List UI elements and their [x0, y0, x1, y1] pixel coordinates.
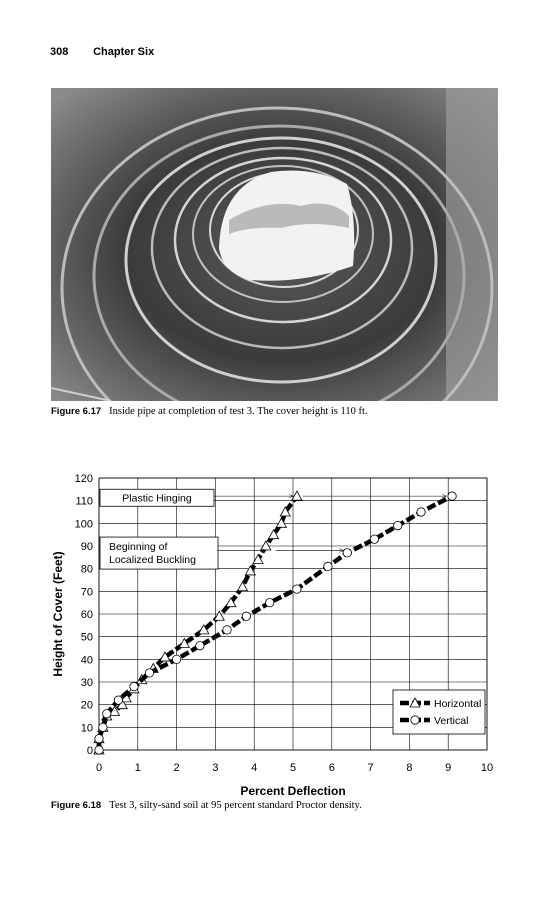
- vertical-point: [145, 669, 153, 677]
- x-tick-label: 10: [480, 762, 494, 774]
- x-tick-label: 8: [406, 762, 413, 774]
- vertical-point: [242, 612, 250, 620]
- vertical-point: [324, 562, 332, 570]
- annotation-buckling-line: Localized Buckling: [109, 554, 196, 567]
- page-number: 308: [50, 46, 69, 58]
- y-tick-label: 70: [80, 586, 93, 599]
- vertical-point: [103, 710, 111, 718]
- annotation-plastic-hinging: Plastic Hinging: [122, 492, 192, 505]
- figure-6-17-caption: [51, 406, 368, 417]
- x-tick-label: 5: [289, 762, 297, 774]
- vertical-point: [114, 696, 122, 704]
- annotation-buckling-line: Beginning of: [109, 541, 168, 554]
- vertical-point: [448, 492, 456, 500]
- y-tick-label: 120: [74, 473, 93, 485]
- x-tick-label: 0: [95, 762, 103, 774]
- running-header: [50, 46, 154, 58]
- deflection-chart: [40, 466, 500, 801]
- y-tick-label: 40: [80, 654, 93, 667]
- x-tick-label: 7: [367, 762, 374, 774]
- y-tick-label: 110: [75, 495, 93, 508]
- vertical-point: [417, 508, 425, 516]
- vertical-point: [95, 746, 103, 754]
- vertical-point: [196, 642, 204, 650]
- chapter-title: Chapter Six: [93, 46, 155, 58]
- horizontal-series-line: [99, 496, 297, 750]
- figure-6-18-label: Figure 6.18: [51, 800, 102, 811]
- figure-6-18-caption: [51, 800, 362, 811]
- x-tick-label: 2: [173, 762, 180, 774]
- horizontal-point: [214, 611, 224, 620]
- legend-box: [393, 690, 485, 734]
- x-tick-label: 4: [251, 762, 258, 774]
- y-tick-label: 50: [80, 631, 93, 644]
- x-tick-label: 6: [328, 762, 335, 774]
- x-tick-label: 9: [445, 762, 452, 774]
- vertical-point: [266, 598, 274, 606]
- vertical-point: [99, 723, 107, 731]
- x-tick-label: 3: [212, 762, 219, 774]
- y-tick-label: 0: [86, 745, 93, 757]
- y-tick-label: 80: [80, 563, 93, 576]
- vertical-point: [95, 734, 103, 742]
- figure-6-17-label: Figure 6.17: [51, 406, 102, 417]
- y-axis-label: Height of Cover (Feet): [51, 551, 65, 677]
- vertical-point: [130, 682, 138, 690]
- figure-6-18-text: Test 3, silty-sand soil at 95 percent standard Proctor density.: [109, 800, 362, 811]
- y-tick-label: 90: [80, 541, 93, 553]
- y-tick-label: 100: [74, 518, 93, 531]
- legend-label-vertical: Vertical: [434, 715, 469, 727]
- vertical-point: [394, 521, 402, 529]
- legend-label-horizontal: Horizontal: [434, 698, 482, 710]
- horizontal-point: [292, 491, 302, 500]
- vertical-point: [370, 535, 378, 543]
- x-tick-label: 1: [134, 762, 141, 774]
- vertical-point: [343, 549, 351, 557]
- y-tick-label: 30: [80, 677, 93, 689]
- vertical-point: [293, 585, 301, 593]
- vertical-point: [172, 655, 180, 663]
- x-axis-label: Percent Deflection: [240, 784, 346, 798]
- vertical-point: [223, 626, 231, 634]
- y-tick-label: 10: [80, 722, 93, 735]
- y-tick-label: 20: [80, 699, 93, 712]
- pipe-interior-photo: [51, 88, 498, 401]
- y-tick-label: 60: [80, 609, 93, 621]
- legend-marker-vertical: [411, 716, 419, 724]
- figure-6-17-text: Inside pipe at completion of test 3. The cover height is 110 ft.: [109, 406, 368, 417]
